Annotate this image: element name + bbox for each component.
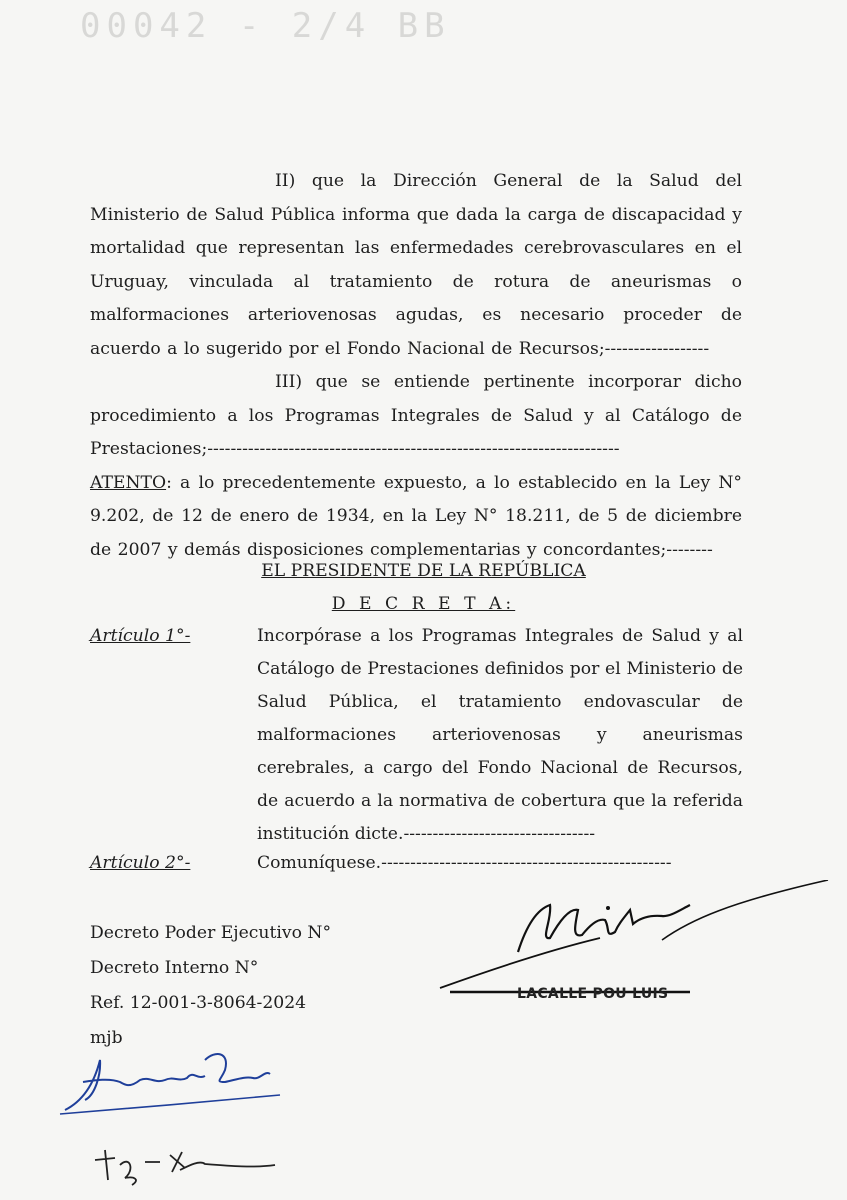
considerando-section [90,165,742,567]
article-2-label: Artículo 2°- [90,853,191,873]
paragraph-atento [90,467,742,568]
president-signature [400,880,840,1000]
decreto-interno: Decreto Interno N° [90,958,259,978]
atento-text: : a lo precedentemente expuesto, a lo establecido en la Ley N° 9.202, de 12 de enero de 1934, en la Ley N° 18.211, de 5 de diciembre de 2007 y demás disposiciones complementarias y concordantes;-------- [90,472,742,560]
president-title: EL PRESIDENTE DE LA REPÚBLICA [261,561,586,581]
decreta-title: D E C R E T A: [331,594,516,614]
handwritten-signature [55,1040,285,1120]
reference-number: Ref. 12-001-3-8064-2024 [90,993,307,1013]
handwritten-initials [90,1140,290,1190]
faint-document-number: 00042 - 2/4 BB [80,6,451,46]
signatory-name: LACALLE POU LUIS [517,986,669,1002]
article-2-text: Comuníquese.-------------------------------------------------- [257,853,672,873]
article-1-text: Incorpórase a los Programas Integrales de Salud y al Catálogo de Prestaciones definidos por el Ministerio de Salud Pública, el tratamiento endovascular de malformaciones arteriovenosas y aneurismas cerebrales, a cargo del Fondo Nacional de Recursos, de acuerdo a la normativa de cobertura que la referida institución dicte.--------------------------------- [257,626,743,844]
paragraph-ii: II) que la Dirección General de la Salud del Ministerio de Salud Pública informa que dada la carga de discapacidad y mortalidad que representan las enfermedades cerebrovasculares en el Uruguay, vinculada al tratamiento de rotura de aneurismas o malformaciones arteriovenosas agudas, es necesario proceder de acuerdo a lo sugerido por el Fondo Nacional de Recursos;------------------ [90,171,742,359]
reference-block [90,916,331,1056]
initials-text: mjb [90,1028,123,1048]
atento-label: ATENTO [90,472,167,493]
decreto-poder-ejecutivo: Decreto Poder Ejecutivo N° [90,923,332,943]
article-1-label: Artículo 1°- [90,626,191,646]
paragraph-iii: III) que se entiende pertinente incorporar dicho procedimiento a los Programas Integrales de Salud y al Catálogo de Prestaciones;----------------------------------------------------------------------- [90,372,742,459]
